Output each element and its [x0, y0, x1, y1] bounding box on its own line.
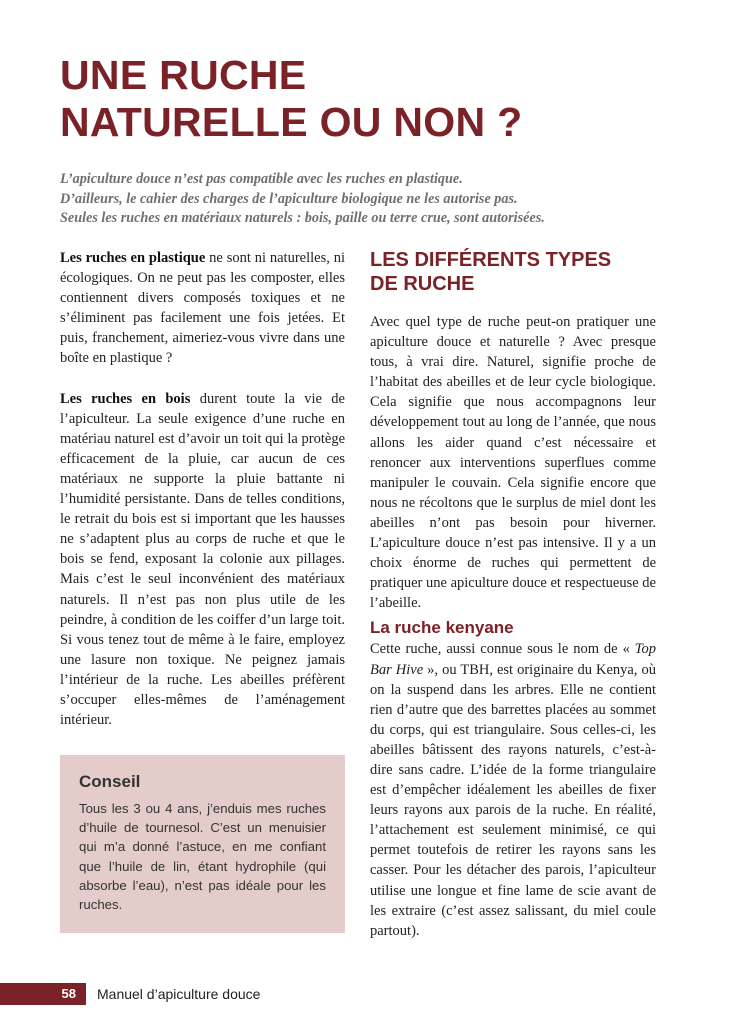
top-bar-hive-term: Top Bar Hive: [370, 641, 656, 678]
title-line-2: NATURELLE OU NON ?: [60, 99, 523, 145]
section-heading-line-1: LES DIFFÉRENTS TYPES: [370, 249, 612, 271]
kenyan-hive-text-b: », ou TBH, est originaire du Kenya, où on la suspend dans les arbres. Elle ne contient rien d’autre que des barrettes placées au sommet du corps, qui est triangulaire. Sous celles-ci, les abeilles bâtissent des rayons naturels, c’est-à-dire sans cadre. L’idée de la forme triangulaire est d’empêcher idéalement les abeilles de fixer leurs rayons aux parois de la ruche. En réalité, l’attachement est seulement minimisé, ce qui permet toutefois de retirer les rayons sans les casser. Pour les détacher des parois, l’apiculteur utilise une longue et fine lame de scie avant de les extraire (c’est assez salissant, du miel coule partout).: [370, 661, 657, 939]
wooden-hives-paragraph: [60, 389, 345, 731]
book-title: Manuel d’apiculture douce: [97, 986, 261, 1002]
tip-title: Conseil: [79, 772, 141, 791]
subsection-heading: La ruche kenyane: [370, 618, 514, 638]
page-title: [60, 52, 680, 146]
intro-line-3: Seules les ruches en matériaux naturels : bois, paille ou terre crue, sont autorisées.: [60, 210, 545, 226]
section-heading: [370, 248, 656, 296]
kenyan-hive-paragraph: [370, 639, 656, 940]
page-number: 58: [0, 983, 86, 1005]
right-column: [370, 248, 656, 941]
hive-types-paragraph: Avec quel type de ruche peut-on pratiquer une apiculture douce et naturelle ? Avec presque tous, à vrai dire. Naturel, signifie proche de l’habitat des abeilles et de leur cycle biologique. Cela signifie que nous accompagnons leur développement tout au long de l’année, que nous allons les aider quand c’est nécessaire et renoncer aux interventions superflues comme manipuler le couvain. Cela signifie encore que nous ne récoltons que le surplus de miel dont les abeilles n’ont pas besoin pour hiverner. L’apiculture douce n’est pas intensive. Il y a un choix énorme de ruches qui permettent de pratiquer une apiculture douce et respectueuse de l’abeille.: [370, 314, 656, 612]
tip-box: [60, 755, 345, 933]
plastic-hives-paragraph: [60, 248, 345, 369]
wooden-hives-text: durent toute la vie de l’apiculteur. La seule exigence d’une ruche en matériau naturel est d’avoir un toit qui la protège efficacement de la pluie, car aucun de ces matériaux ne supporte la pluie battante ni l’humidité persistante. Dans de telles conditions, le retrait du bois est si important que les hausses ne s’adaptent plus au corps de ruche et que le bois se fend, exposant la colonie aux pillages. Mais c’est le seul inconvénient des matériaux naturels. Il n’est pas non plus utile de les peindre, à condition de les coiffer d’un large toit. Si vous tenez tout de même à le faire, employez une lasure non toxique. Ne peignez jamais l’intérieur de la ruche. Les abeilles préfèrent s’occuper elles-mêmes de l’aménagement intérieur.: [60, 390, 345, 729]
intro-line-2: D’ailleurs, le cahier des charges de l’apiculture biologique ne les autorise pas.: [60, 190, 518, 207]
intro-line-1: L’apiculture douce n’est pas compatible avec les ruches en plastique.: [60, 171, 463, 187]
title-line-1: UNE RUCHE: [60, 52, 307, 98]
kenyan-hive-text-a: Cette ruche, aussi connue sous le nom de «: [370, 641, 635, 658]
page-footer: [0, 983, 738, 1005]
plastic-hives-lead: Les ruches en plastique: [60, 250, 206, 266]
intro-lead: [60, 170, 680, 229]
plastic-hives-text: ne sont ni naturelles, ni écologiques. On ne peut pas les composter, elles contiennent divers composés toxiques et ne s’éliminent pas facilement une fois jetées. Et puis, franchement, aimeriez-vous vivre dans une boîte en plastique ?: [60, 250, 345, 367]
tip-text: Tous les 3 ou 4 ans, j’enduis mes ruches d’huile de tournesol. C’est un menuisier qui m’a donné l’astuce, en me confiant que l’huile de lin, étant hydrophile (qui absorbe l’eau), n’est pas idéale pour les ruches.: [79, 801, 326, 913]
wooden-hives-lead: Les ruches en bois: [60, 390, 191, 407]
left-column: [60, 248, 345, 730]
section-heading-line-2: DE RUCHE: [370, 273, 475, 295]
